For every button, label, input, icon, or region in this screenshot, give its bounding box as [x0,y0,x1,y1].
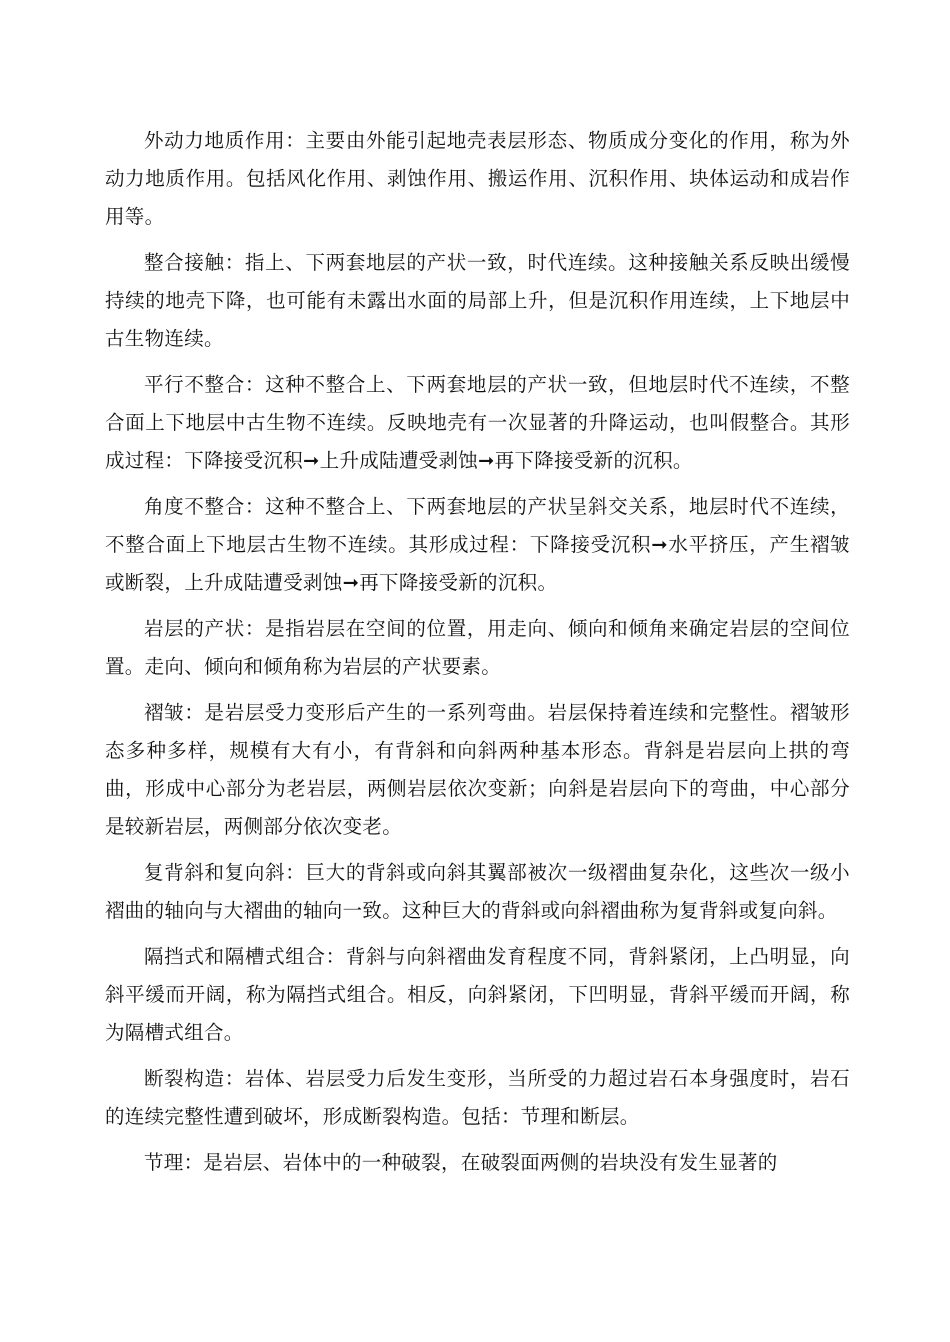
paragraph-rock-attitude: 岩层的产状：是指岩层在空间的位置，用走向、倾向和倾角来确定岩层的空间位置。走向、倾向和倾角称为岩层的产状要素。 [105,617,850,678]
paragraph-joint: 节理：是岩层、岩体中的一种破裂，在破裂面两侧的岩块没有发生显著的 [144,1151,778,1174]
document-body [105,122,850,1190]
paragraph-exogenic-geological-action: 外动力地质作用：主要由外能引起地壳表层形态、物质成分变化的作用，称为外动力地质作用。包括风化作用、剥蚀作用、搬运作用、沉积作用、块体运动和成岩作用等。 [105,129,850,228]
paragraph-ejective-trough-like-folds: 隔挡式和隔槽式组合：背斜与向斜褶曲发育程度不同，背斜紧闭，上凸明显，向斜平缓而开阔，称为隔挡式组合。相反，向斜紧闭，下凹明显，背斜平缓而开阔，称为隔槽式组合。 [105,945,850,1044]
paragraph-conformable-contact: 整合接触：指上、下两套地层的产状一致，时代连续。这种接触关系反映出缓慢持续的地壳下降，也可能有未露出水面的局部上升，但是沉积作用连续，上下地层中古生物连续。 [105,251,850,350]
paragraph-angular-unconformity: 角度不整合：这种不整合上、下两套地层的产状呈斜交关系，地层时代不连续，不整合面上下地层古生物不连续。其形成过程：下降接受沉积➞水平挤压，产生褶皱或断裂，上升成陆遭受剥蚀➞再下降接受新的沉积。 [105,495,850,594]
paragraph-anticlinorium-synclinorium: 复背斜和复向斜：巨大的背斜或向斜其翼部被次一级褶曲复杂化，这些次一级小褶曲的轴向与大褶曲的轴向一致。这种巨大的背斜或向斜褶曲称为复背斜或复向斜。 [105,861,850,922]
paragraph-fold: 褶皱：是岩层受力变形后产生的一系列弯曲。岩层保持着连续和完整性。褶皱形态多种多样，规模有大有小，有背斜和向斜两种基本形态。背斜是岩层向上拱的弯曲，形成中心部分为老岩层，两侧岩层依次变新；向斜是岩层向下的弯曲，中心部分是较新岩层，两侧部分依次变老。 [105,701,850,838]
paragraph-fracture-structure: 断裂构造：岩体、岩层受力后发生变形，当所受的力超过岩石本身强度时，岩石的连续完整性遭到破坏，形成断裂构造。包括：节理和断层。 [105,1067,850,1128]
paragraph-parallel-unconformity: 平行不整合：这种不整合上、下两套地层的产状一致，但地层时代不连续，不整合面上下地层中古生物不连续。反映地壳有一次显著的升降运动，也叫假整合。其形成过程：下降接受沉积➞上升成陆遭受剥蚀➞再下降接受新的沉积。 [105,373,850,472]
